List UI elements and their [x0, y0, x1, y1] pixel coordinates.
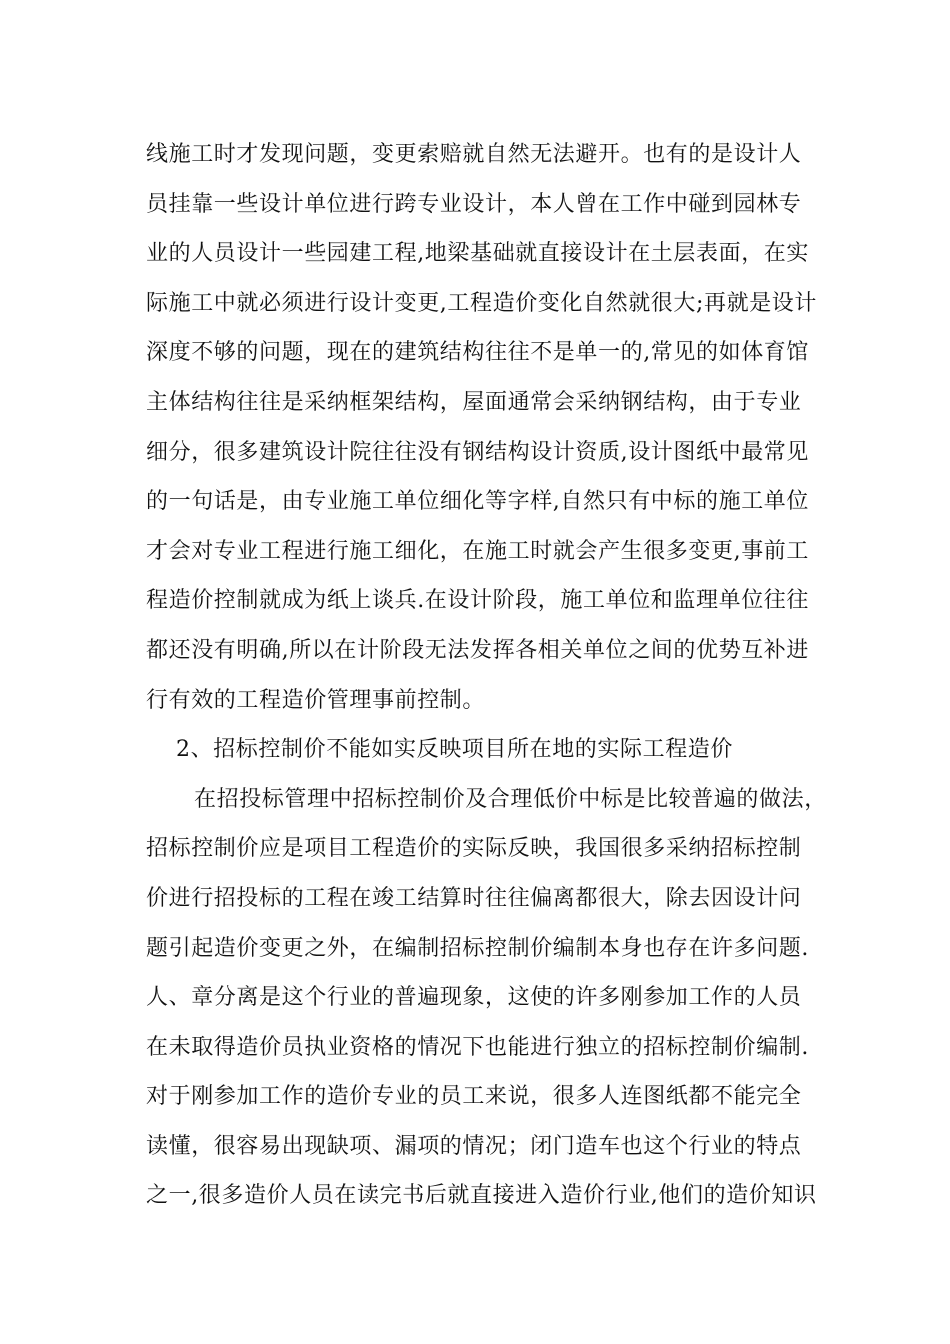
paragraph-1-line: 深度不够的问题，现在的建筑结构往往不是单一的,常见的如体育馆 [146, 340, 809, 366]
paragraph-1-line: 程造价控制就成为纸上谈兵.在设计阶段，施工单位和监理单位往往 [146, 588, 809, 614]
document-body [146, 130, 836, 1221]
paragraph-1-line: 主体结构往往是采纳框架结构，屋面通常会采纳钢结构，由于专业 [146, 389, 802, 415]
paragraph-2-line: 之一,很多造价人员在读完书后就直接进入造价行业,他们的造价知识 [146, 1183, 817, 1209]
paragraph-2-line: 人、章分离是这个行业的普遍现象，这使的许多刚参加工作的人员 [146, 985, 802, 1011]
paragraph-1-line: 都还没有明确,所以在计阶段无法发挥各相关单位之间的优势互补进 [146, 637, 809, 663]
paragraph-1-line: 业的人员设计一些园建工程,地梁基础就直接设计在土层表面，在实 [146, 241, 809, 267]
paragraph-1-line: 行有效的工程造价管理事前控制。 [146, 687, 486, 713]
paragraph-1-line: 的一句话是，由专业施工单位细化等字样,自然只有中标的施工单位 [146, 489, 809, 515]
paragraph-2-line: 读懂，很容易出现缺项、漏项的情况；闭门造车也这个行业的特点 [146, 1133, 802, 1159]
paragraph-1-line: 细分，很多建筑设计院往往没有钢结构设计资质,设计图纸中最常见 [146, 439, 809, 465]
paragraph-1-line: 才会对专业工程进行施工细化，在施工时就会产生很多变更,事前工 [146, 538, 809, 564]
paragraph-2-line: 题引起造价变更之外，在编制招标控制价编制本身也存在许多问题. [146, 935, 809, 961]
paragraph-1-line: 员挂靠一些设计单位进行跨专业设计，本人曾在工作中碰到园林专 [146, 191, 802, 217]
paragraph-2-line: 在招投标管理中招标控制价及合理低价中标是比较普遍的做法， [194, 786, 827, 812]
paragraph-2-line: 价进行招投标的工程在竣工结算时往往偏离都很大，除去因设计问 [146, 885, 802, 911]
paragraph-2-line: 对于刚参加工作的造价专业的员工来说，很多人连图纸都不能完全 [146, 1084, 802, 1110]
paragraph-1-line: 际施工中就必须进行设计变更,工程造价变化自然就很大;再就是设计 [146, 290, 818, 316]
section-heading: 2、招标控制价不能如实反映项目所在地的实际工程造价 [176, 737, 733, 763]
paragraph-2-line: 在未取得造价员执业资格的情况下也能进行独立的招标控制价编制. [146, 1034, 809, 1060]
paragraph-1-line: 线施工时才发现问题，变更索赔就自然无法避开。也有的是设计人 [146, 142, 802, 167]
paragraph-2-line: 招标控制价应是项目工程造价的实际反映，我国很多采纳招标控制 [146, 836, 802, 862]
